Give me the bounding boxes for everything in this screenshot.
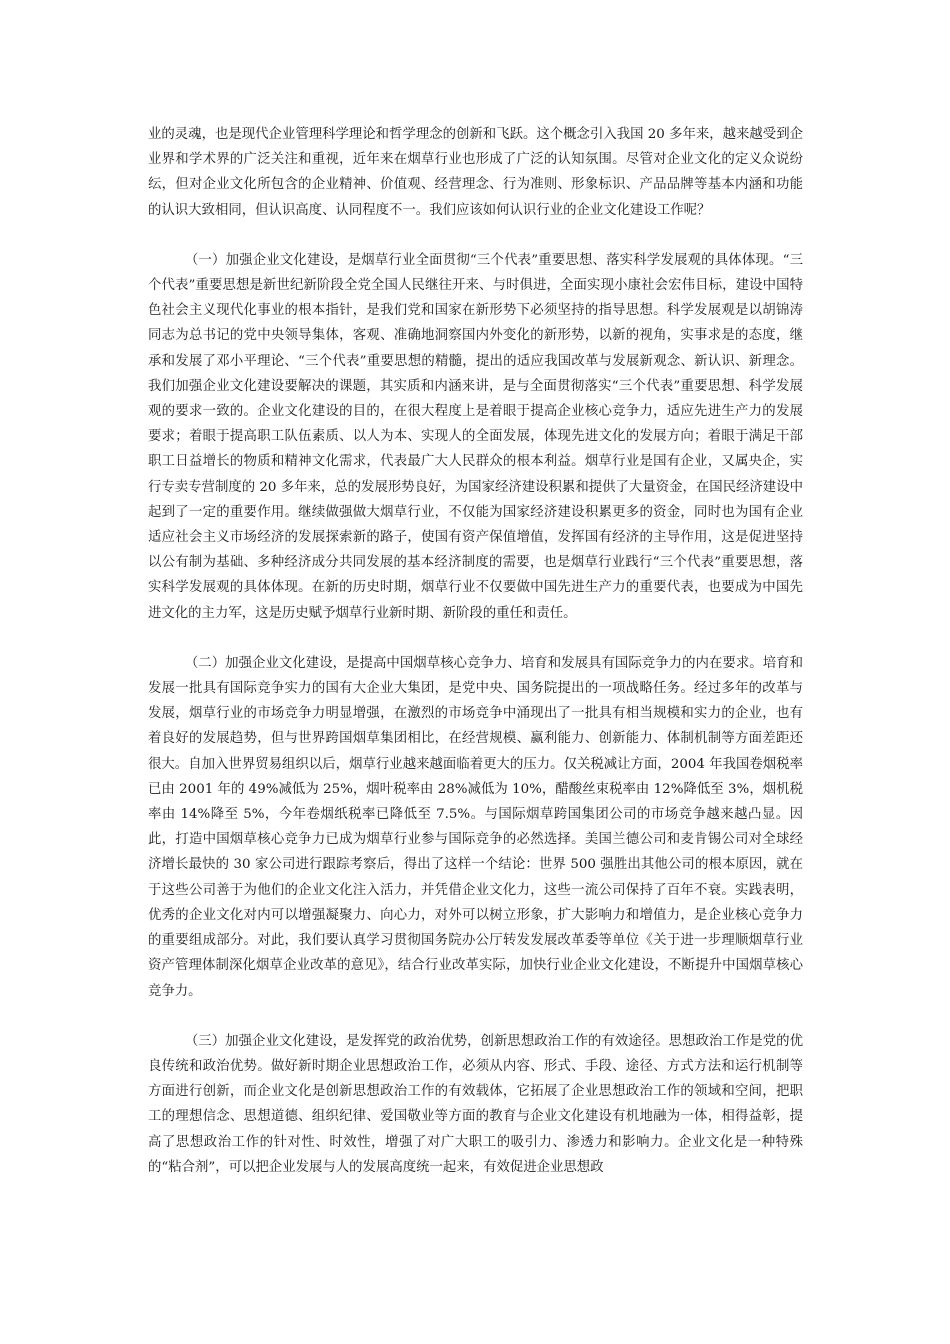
paragraph-section-1: （一）加强企业文化建设，是烟草行业全面贯彻“三个代表”重要思想、落实科学发展观的具体体现。“三个代表”重要思想是新世纪新阶段全党全国人民继往开来、与时俱进，全面实现小康社会宏伟目标，建设中国特色社会主义现代化事业的根本指针，是我们党和国家在新形势下必须坚持的指导思想。科学发展观是以胡锦涛同志为总书记的党中央领导集体，客观、准确地洞察国内外变化的新形势，以新的视角，实事求是的态度，继承和发展了邓小平理论、“三个代表”重要思想的精髓，提出的适应我国改革与发展新观念、新认识、新理念。我们加强企业文化建设要解决的课题，其实质和内涵来讲，是与全面贯彻落实“三个代表”重要思想、科学发展观的要求一致的。企业文化建设的目的，在很大程度上是着眼于提高企业核心竞争力，适应先进生产力的发展要求；着眼于提高职工队伍素质、以人为本、实现人的全面发展，体现先进文化的发展方向；着眼于满足干部职工日益增长的物质和精神文化需求，代表最广大人民群众的根本利益。烟草行业是国有企业，又属央企，实行专卖专营制度的 20 多年来，总的发展形势良好，为国家经济建设积累和提供了大量资金，在国民经济建设中起到了一定的重要作用。继续做强做大烟草行业，不仅能为国家经济建设积累更多的资金，同时也为国有企业适应社会主义市场经济的发展探索新的路子，使国有资产保值增值，发挥国有经济的主导作用，这是促进坚持以公有制为基础、多种经济成分共同发展的基本经济制度的需要，也是烟草行业践行“三个代表”重要思想，落实科学发展观的具体体现。在新的历史时期，烟草行业不仅要做中国先进生产力的重要代表，也要成为中国先进文化的主力军，这是历史赋予烟草行业新时期、新阶段的重任和责任。 <box>148 252 803 621</box>
paragraph-section-3: （三）加强企业文化建设，是发挥党的政治优势，创新思想政治工作的有效途径。思想政治工作是党的优良传统和政治优势。做好新时期企业思想政治工作，必须从内容、形式、手段、途径、方式方法和运行机制等方面进行创新，而企业文化是创新思想政治工作的有效载体，它拓展了企业思想政治工作的领域和空间，把职工的理想信念、思想道德、组织纪律、爱国敬业等方面的教育与企业文化建设有机地融为一体，相得益彰，提高了思想政治工作的针对性、时效性，增强了对广大职工的吸引力、渗透力和影响力。企业文化是一种特殊的“粘合剂”，可以把企业发展与人的发展高度统一起来，有效促进企业思想政 <box>148 1033 803 1175</box>
paragraph-intro: 业的灵魂，也是现代企业管理科学理论和哲学理念的创新和飞跃。这个概念引入我国 20 多年来，越来越受到企业界和学术界的广泛关注和重视，近年来在烟草行业也形成了广泛的认知氛围。尽管对企业文化的定义众说纷纭，但对企业文化所包含的企业精神、价值观、经营理念、行为准则、形象标识、产品品牌等基本内涵和功能的认识大致相同，但认识高度、认同程度不一。我们应该如何认识行业的企业文化建设工作呢？ <box>148 127 803 218</box>
paragraph-section-2: （二）加强企业文化建设，是提高中国烟草核心竞争力、培育和发展具有国际竞争力的内在要求。培育和发展一批具有国际竞争实力的国有大企业大集团，是党中央、国务院提出的一项战略任务。经过多年的改革与发展，烟草行业的市场竞争力明显增强，在激烈的市场竞争中涌现出了一批具有相当规模和实力的企业，也有着良好的发展趋势，但与世界跨国烟草集团相比，在经营规模、赢利能力、创新能力、体制机制等方面差距还很大。自加入世界贸易组织以后，烟草行业越来越面临着更大的压力。仅关税减让方面，2004 年我国卷烟税率已由 2001 年的 49%减低为 25%，烟叶税率由 28%减低为 10%，醋酸丝束税率由 12%降低至 3%，烟机税率由 14%降至 5%，今年卷烟纸税率已降低至 7.5%。与国际烟草跨国集团公司的市场竞争越来越凸显。因此，打造中国烟草核心竞争力已成为烟草行业参与国际竞争的必然选择。美国兰德公司和麦肯锡公司对全球经济增长最快的 30 家公司进行跟踪考察后，得出了这样一个结论：世界 500 强胜出其他公司的根本原因，就在于这些公司善于为他们的企业文化注入活力，并凭借企业文化力，这些一流公司保持了百年不衰。实践表明，优秀的企业文化对内可以增强凝聚力、向心力，对外可以树立形象，扩大影响力和增值力，是企业核心竞争力的重要组成部分。对此，我们要认真学习贯彻国务院办公厅转发发展改革委等单位《关于进一步理顺烟草行业资产管理体制深化烟草企业改革的意见》，结合行业改革实际，加快行业企业文化建设，不断提升中国烟草核心竞争力。 <box>148 655 803 999</box>
document-body <box>148 122 803 1205</box>
